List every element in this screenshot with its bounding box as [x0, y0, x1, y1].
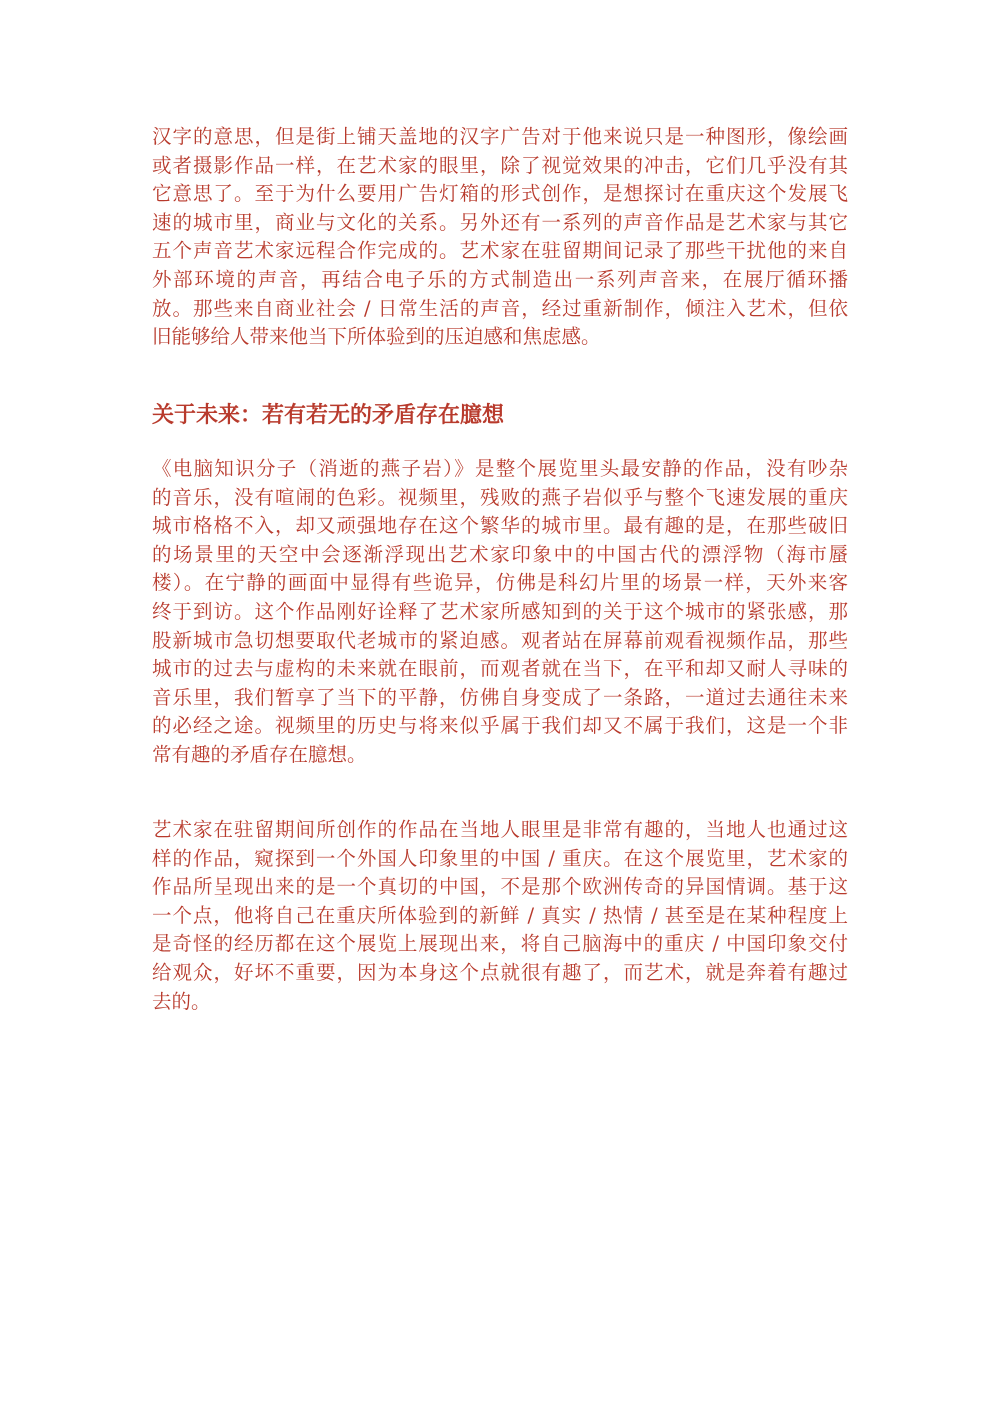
text-line: 旧能够给人带来他当下所体验到的压迫感和焦虑感。: [152, 325, 601, 349]
text-line: 艺术家在驻留期间所创作的作品在当地人眼里是非常有趣的，当地人也通过这: [152, 818, 848, 841]
text-line: 给观众，好坏不重要，因为本身这个点就很有趣了，而艺术，就是奔着有趣过: [152, 960, 848, 984]
text-line: 楼）。在宁静的画面中显得有些诡异，仿佛是科幻片里的场景一样，天外来客: [152, 571, 848, 595]
paragraph-1: [152, 123, 848, 352]
text-line: 城市格格不入，却又顽强地存在这个繁华的城市里。最有趣的是，在那些破旧: [152, 514, 848, 538]
text-line: 外部环境的声音，再结合电子乐的方式制造出一系列声音来，在展厅循环播: [152, 267, 848, 291]
text-line: 或者摄影作品一样，在艺术家的眼里，除了视觉效果的冲击，它们几乎没有其: [152, 153, 848, 177]
paragraph-2: [152, 455, 848, 770]
text-line: 去的。: [152, 989, 211, 1013]
paragraph-3: [152, 816, 848, 1016]
text-line: 是奇怪的经历都在这个展览上展现出来，将自己脑海中的重庆 / 中国印象交付: [152, 932, 848, 956]
text-line: 一个点，他将自己在重庆所体验到的新鲜 / 真实 / 热情 / 甚至是在某种程度上: [152, 903, 848, 927]
text-line: 《电脑知识分子（消逝的燕子岩）》是整个展览里头最安静的作品，没有吵杂: [152, 457, 848, 480]
text-line: 的必经之途。视频里的历史与将来似乎属于我们却又不属于我们，这是一个非: [152, 714, 848, 738]
text-line: 五个声音艺术家远程合作完成的。艺术家在驻留期间记录了那些干扰他的来自: [152, 239, 848, 263]
section-heading: 关于未来：若有若无的矛盾存在臆想: [152, 402, 505, 428]
text-line: 样的作品，窥探到一个外国人印象里的中国 / 重庆。在这个展览里，艺术家的: [152, 846, 848, 870]
text-line: 的场景里的天空中会逐渐浮现出艺术家印象中的中国古代的漂浮物（海市蜃: [152, 542, 848, 566]
text-line: 股新城市急切想要取代老城市的紧迫感。观者站在屏幕前观看视频作品，那些: [152, 628, 848, 652]
text-line: 放。那些来自商业社会 / 日常生活的声音，经过重新制作，倾注入艺术，但依: [152, 296, 848, 320]
text-line: 作品所呈现出来的是一个真切的中国，不是那个欧洲传奇的异国情调。基于这: [152, 875, 848, 899]
text-line: 终于到访。这个作品刚好诠释了艺术家所感知到的关于这个城市的紧张感，那: [152, 599, 848, 623]
text-line: 速的城市里，商业与文化的关系。另外还有一系列的声音作品是艺术家与其它: [152, 210, 848, 234]
text-line: 汉字的意思，但是街上铺天盖地的汉字广告对于他来说只是一种图形，像绘画: [152, 125, 848, 148]
text-line: 它意思了。至于为什么要用广告灯箱的形式创作，是想探讨在重庆这个发展飞: [152, 182, 848, 206]
text-line: 音乐里，我们暂享了当下的平静，仿佛自身变成了一条路，一道过去通往未来: [152, 685, 848, 709]
text-line: 常有趣的矛盾存在臆想。: [152, 742, 367, 766]
text-line: 城市的过去与虚构的未来就在眼前，而观者就在当下，在平和却又耐人寻味的: [152, 657, 848, 681]
text-line: 的音乐，没有喧闹的色彩。视频里，残败的燕子岩似乎与整个飞速发展的重庆: [152, 485, 848, 509]
